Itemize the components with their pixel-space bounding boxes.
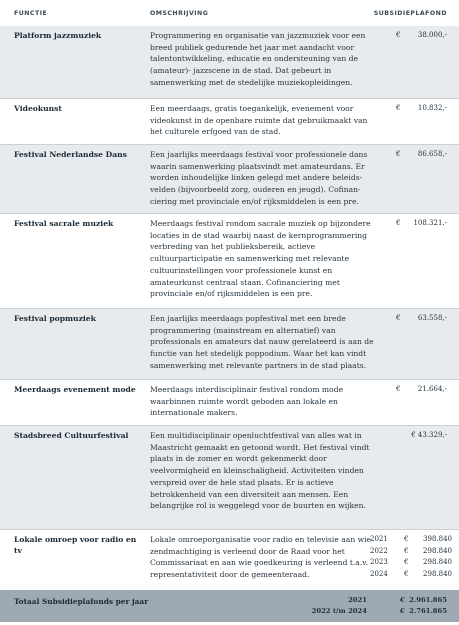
row-description: Meerdaags interdisciplinair festival rondom mode waarbinnen ruimte wordt geboden aan lokale en internationale makers.	[150, 385, 344, 418]
year: 2021	[370, 535, 388, 543]
row-description: Lokale omroeporganisatie voor radio en televisie aan wie zendmachtiging is verleend door de Raad voor het Commissariaat en aan wie goedkeuring is verleend t.a.v. representativiteit door de gemeenteraad.	[150, 535, 372, 580]
year-currency: €	[404, 535, 409, 543]
year-amount: 298.840	[423, 546, 452, 555]
row-currency: €	[396, 150, 401, 158]
year-amount-line	[352, 534, 452, 546]
row-function: Stadsbreed Cultuurfestival	[14, 431, 129, 440]
table-row	[0, 309, 459, 379]
table-row	[0, 380, 459, 425]
row-description: Programmering en organisatie van jazzmuziek voor een breed publiek gedurende het jaar met aandacht voor talentontwikkeling, educatie en ondersteuning van de (amateur)- jazzscene in de stad. Dat gebeurt in samenwerking met de stedelijke muziekopleidingen.	[150, 31, 366, 87]
table-row	[0, 214, 459, 308]
total-currency: €	[400, 596, 405, 604]
header-omschrijving: OMSCHRIJVING	[150, 10, 209, 17]
year-amount-line	[352, 546, 452, 558]
row-description: Een jaarlijks meerdaags festival voor professionele dans waarin samenwerking plaatsvindt met amateurdans. Er worden inhoudelijke linken gelegd met andere beleidsvelden (bijvoorbeeld zorg, ouderen en jeugd). Cofinanciering met provinciale en/of rijksmiddelen is een pre.	[150, 150, 368, 206]
yearly-amounts	[352, 534, 452, 581]
year-amount: 298.840	[423, 570, 452, 579]
table-row	[0, 26, 459, 98]
row-description: Meerdaags festival rondom sacrale muziek op bijzondere locaties in de stad waarbij naast de kernprogrammering verbreding van het publieksbereik, actieve cultuurparticipatie en samenwerking met relevante cultuurinstellingen voor professionele kunst en amateurkunst centraal staan. Cofinanciering met provinciale en/of rijksmiddelen is een pre.	[150, 219, 371, 299]
year: 2024	[370, 570, 388, 579]
row-currency: €	[396, 31, 401, 39]
row-function: Festival Nederlandse Dans	[14, 150, 127, 159]
row-function: Festival popmuziek	[14, 314, 96, 323]
row-amount: € 43.329,-	[411, 431, 447, 439]
row-amount: 108.321,-	[413, 219, 447, 227]
table-header	[0, 0, 459, 26]
row-amount: 38.000,-	[417, 31, 447, 39]
year: 2022	[370, 546, 388, 555]
total-period: 2022 t/m 2024	[311, 607, 367, 615]
row-currency: €	[396, 314, 401, 322]
row-function: Videokunst	[14, 104, 62, 113]
row-currency: €	[396, 104, 401, 112]
row-function: Lokale omroep voor radio en tv	[14, 535, 137, 555]
row-function: Platform jazzmuziek	[14, 31, 102, 40]
year-amount: 398.840	[423, 535, 452, 543]
total-label: Totaal Subsidieplafonds per jaar	[14, 597, 149, 606]
year: 2023	[370, 558, 388, 567]
table-row	[0, 426, 459, 529]
row-function: Meerdaags evenement mode	[14, 385, 136, 394]
table-row	[0, 530, 459, 588]
row-description: Een multidisciplinair openluchtfestival van alles wat in Maastricht gemaakt en getoond wordt. Het festival vindt plaats in de zomer en wordt gekenmerkt door veelvormigheid en kleinschaligheid. Activiteiten vinden verspreid over de hele stad plaats. Er is actieve betrokkenheid van een diversiteit aan mensen. Een belangrijke rol is weggelegd voor de buurten en wijken.	[150, 431, 370, 511]
year-amount-line	[352, 569, 452, 581]
table-row	[0, 99, 459, 144]
year-currency: €	[404, 546, 409, 555]
total-currency: €	[400, 607, 405, 615]
header-subsidieplafond: SUBSIDIEPLAFOND	[373, 10, 447, 17]
total-period: 2021	[348, 596, 367, 604]
total-amount: 2.761.865	[409, 607, 447, 615]
header-functie: FUNCTIE	[14, 10, 48, 17]
year-amount-line	[352, 557, 452, 569]
table-row	[0, 145, 459, 213]
year-currency: €	[404, 558, 409, 567]
year-amount: 298.840	[423, 558, 452, 567]
row-currency: €	[396, 219, 401, 227]
total-row	[0, 590, 459, 622]
row-amount: 10.832,-	[417, 104, 447, 112]
row-amount: 21.664,-	[417, 385, 447, 393]
row-description: Een meerdaags, gratis toegankelijk, evenement voor videokunst in de openbare ruimte dat gebruikmaakt van het culturele erfgoed van de stad.	[150, 104, 368, 137]
year-currency: €	[404, 570, 409, 579]
row-amount: 86.658,-	[417, 150, 447, 158]
total-amount: 2.961.865	[409, 596, 447, 604]
row-currency: €	[396, 385, 401, 393]
row-amount: 63.558,-	[417, 314, 447, 322]
row-description: Een jaarlijks meerdaags popfestival met een brede programmering (mainstream en alternatief) van professionals en amateurs dat nauw gerelateerd is aan de functie van het stedelijk poppodium. Waar het kan vindt samenwerking met relevante partners in de stad plaats.	[150, 314, 374, 370]
row-function: Festival sacrale muziek	[14, 219, 114, 228]
